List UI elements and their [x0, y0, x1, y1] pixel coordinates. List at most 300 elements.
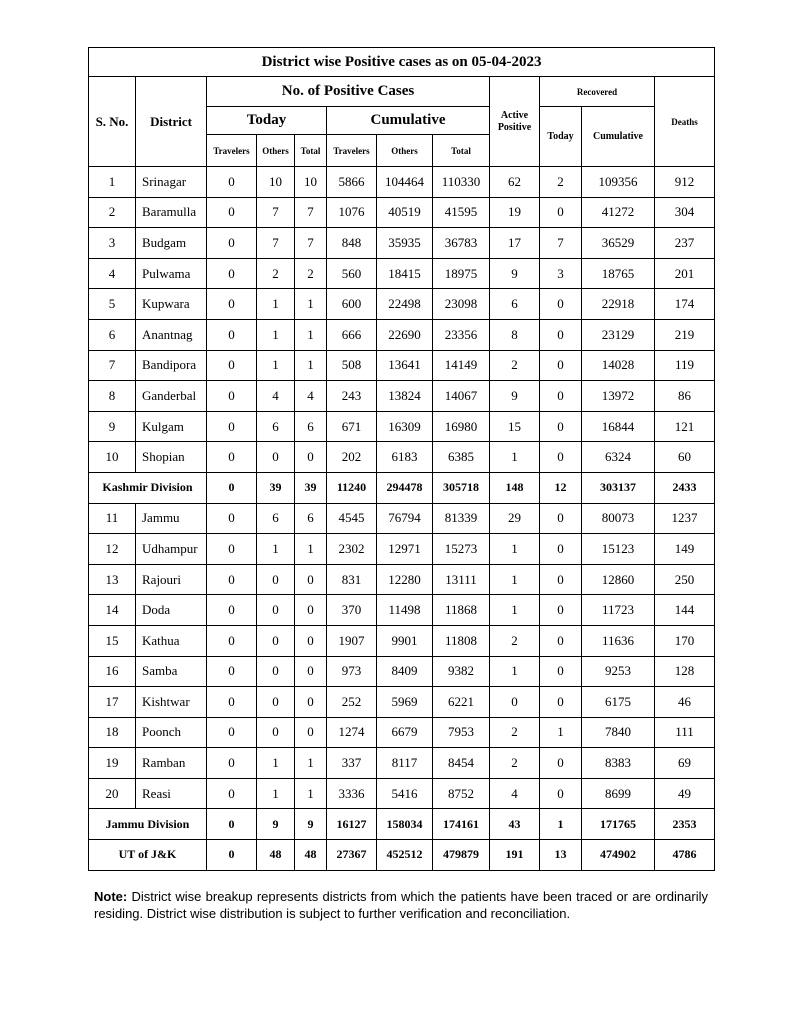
active-positive-cell: 1: [490, 595, 540, 626]
deaths-cell: 128: [655, 656, 715, 687]
recovered-cumulative-cell: 109356: [582, 167, 655, 198]
active-positive-cell: 62: [490, 167, 540, 198]
district-name: Ramban: [136, 748, 207, 779]
recovered-today-cell: 0: [540, 748, 582, 779]
today-total-cell: 0: [295, 656, 327, 687]
recovered-today-cell: 0: [540, 197, 582, 228]
serial-number: 13: [89, 564, 136, 595]
recovered-today-cell: 0: [540, 350, 582, 381]
note: [94, 888, 708, 922]
recovered-cumulative-cell: 16844: [582, 411, 655, 442]
recovered-cumulative-cell: 41272: [582, 197, 655, 228]
active-positive-cell: 191: [490, 840, 540, 871]
cumulative-total-cell: 23356: [433, 319, 490, 350]
district-name: Pulwama: [136, 258, 207, 289]
today-travelers-cell: 0: [207, 319, 257, 350]
cumulative-total-cell: 174161: [433, 809, 490, 840]
cumulative-total-cell: 479879: [433, 840, 490, 871]
cumulative-total-cell: 6221: [433, 687, 490, 718]
active-positive-cell: 4: [490, 778, 540, 809]
today-total-cell: 0: [295, 442, 327, 473]
recovered-cumulative-cell: 8383: [582, 748, 655, 779]
today-total-cell: 0: [295, 687, 327, 718]
recovered-cumulative-header: Cumulative: [582, 107, 655, 167]
district-name: Rajouri: [136, 564, 207, 595]
cumulative-total-cell: 14067: [433, 381, 490, 412]
serial-number: 2: [89, 197, 136, 228]
deaths-cell: 170: [655, 625, 715, 656]
cumulative-others-cell: 18415: [377, 258, 433, 289]
today-total-cell: 6: [295, 503, 327, 534]
deaths-cell: 111: [655, 717, 715, 748]
note-text: District wise breakup represents districts from which the patients have been traced or are ordinarily residing. District wise distribution is subject to further verification and reconciliation.: [94, 889, 708, 921]
recovered-today-cell: 12: [540, 472, 582, 503]
table-row: [89, 687, 715, 718]
table-row: [89, 717, 715, 748]
today-total-cell: 1: [295, 534, 327, 565]
deaths-cell: 69: [655, 748, 715, 779]
today-total-cell: 0: [295, 625, 327, 656]
serial-number: 5: [89, 289, 136, 320]
recovered-cumulative-cell: 14028: [582, 350, 655, 381]
recovered-today-cell: 0: [540, 595, 582, 626]
recovered-cumulative-cell: 13972: [582, 381, 655, 412]
table-body: [89, 167, 715, 871]
today-total-cell: 0: [295, 564, 327, 595]
today-travelers-cell: 0: [207, 717, 257, 748]
today-total-cell: 1: [295, 350, 327, 381]
cumulative-others-cell: 6679: [377, 717, 433, 748]
serial-number: 19: [89, 748, 136, 779]
table-row: [89, 350, 715, 381]
cumulative-total-cell: 11808: [433, 625, 490, 656]
cumulative-others-cell: 9901: [377, 625, 433, 656]
cumulative-total-cell: 14149: [433, 350, 490, 381]
active-positive-cell: 2: [490, 748, 540, 779]
today-travelers-cell: 0: [207, 656, 257, 687]
recovered-today-cell: 0: [540, 381, 582, 412]
district-name: Kupwara: [136, 289, 207, 320]
recovered-today-cell: 0: [540, 778, 582, 809]
district-name: Srinagar: [136, 167, 207, 198]
active-positive-cell: 1: [490, 442, 540, 473]
deaths-cell: 1237: [655, 503, 715, 534]
today-total-cell: 7: [295, 197, 327, 228]
district-header: District: [136, 77, 207, 167]
today-travelers-header: Travelers: [207, 135, 257, 167]
cumulative-travelers-cell: 560: [327, 258, 377, 289]
recovered-cumulative-cell: 7840: [582, 717, 655, 748]
cumulative-total-header: Total: [433, 135, 490, 167]
cumulative-travelers-cell: 202: [327, 442, 377, 473]
today-total-cell: 1: [295, 748, 327, 779]
today-total-cell: 6: [295, 411, 327, 442]
today-others-cell: 1: [257, 319, 295, 350]
active-positive-cell: 15: [490, 411, 540, 442]
today-header: Today: [207, 107, 327, 135]
deaths-cell: 237: [655, 228, 715, 259]
today-total-cell: 2: [295, 258, 327, 289]
table-row: [89, 656, 715, 687]
cumulative-others-cell: 104464: [377, 167, 433, 198]
recovered-today-cell: 0: [540, 289, 582, 320]
cumulative-travelers-cell: 973: [327, 656, 377, 687]
active-positive-cell: 19: [490, 197, 540, 228]
serial-number: 6: [89, 319, 136, 350]
today-travelers-cell: 0: [207, 748, 257, 779]
active-positive-cell: 1: [490, 534, 540, 565]
recovered-today-cell: 1: [540, 717, 582, 748]
serial-number: 15: [89, 625, 136, 656]
deaths-header: Deaths: [655, 77, 715, 167]
positive-cases-header: No. of Positive Cases: [207, 77, 490, 107]
recovered-cumulative-cell: 36529: [582, 228, 655, 259]
today-travelers-cell: 0: [207, 442, 257, 473]
table-title: District wise Positive cases as on 05-04-2023: [89, 48, 715, 77]
cumulative-others-cell: 8409: [377, 656, 433, 687]
cumulative-travelers-cell: 666: [327, 319, 377, 350]
table-row: [89, 503, 715, 534]
today-travelers-cell: 0: [207, 534, 257, 565]
today-travelers-cell: 0: [207, 167, 257, 198]
district-name: Shopian: [136, 442, 207, 473]
today-travelers-cell: 0: [207, 228, 257, 259]
active-positive-cell: 2: [490, 717, 540, 748]
active-positive-cell: 6: [490, 289, 540, 320]
today-others-cell: 6: [257, 503, 295, 534]
active-positive-cell: 0: [490, 687, 540, 718]
district-name: Doda: [136, 595, 207, 626]
recovered-cumulative-cell: 9253: [582, 656, 655, 687]
table-row: [89, 534, 715, 565]
cumulative-travelers-cell: 848: [327, 228, 377, 259]
today-others-cell: 7: [257, 228, 295, 259]
active-positive-cell: 1: [490, 656, 540, 687]
cumulative-others-cell: 158034: [377, 809, 433, 840]
deaths-cell: 149: [655, 534, 715, 565]
today-others-cell: 1: [257, 289, 295, 320]
deaths-cell: 49: [655, 778, 715, 809]
active-positive-cell: 2: [490, 625, 540, 656]
deaths-cell: 304: [655, 197, 715, 228]
today-others-cell: 1: [257, 350, 295, 381]
cumulative-total-cell: 41595: [433, 197, 490, 228]
cumulative-travelers-cell: 831: [327, 564, 377, 595]
today-others-cell: 0: [257, 595, 295, 626]
cumulative-others-cell: 294478: [377, 472, 433, 503]
cumulative-others-cell: 22690: [377, 319, 433, 350]
recovered-today-header: Today: [540, 107, 582, 167]
district-name: Jammu: [136, 503, 207, 534]
serial-number: 7: [89, 350, 136, 381]
cumulative-header: Cumulative: [327, 107, 490, 135]
active-positive-cell: 148: [490, 472, 540, 503]
today-total-cell: 10: [295, 167, 327, 198]
cumulative-total-cell: 9382: [433, 656, 490, 687]
table-row: [89, 319, 715, 350]
cumulative-travelers-cell: 11240: [327, 472, 377, 503]
cumulative-total-cell: 81339: [433, 503, 490, 534]
cumulative-others-cell: 35935: [377, 228, 433, 259]
today-travelers-cell: 0: [207, 625, 257, 656]
active-positive-cell: 29: [490, 503, 540, 534]
deaths-cell: 86: [655, 381, 715, 412]
today-travelers-cell: 0: [207, 687, 257, 718]
cumulative-travelers-cell: 600: [327, 289, 377, 320]
district-name: Kishtwar: [136, 687, 207, 718]
district-name: Poonch: [136, 717, 207, 748]
total-row: [89, 809, 715, 840]
cumulative-total-cell: 305718: [433, 472, 490, 503]
deaths-cell: 912: [655, 167, 715, 198]
cumulative-others-cell: 16309: [377, 411, 433, 442]
today-total-cell: 9: [295, 809, 327, 840]
today-others-cell: 9: [257, 809, 295, 840]
today-others-cell: 2: [257, 258, 295, 289]
total-row: [89, 840, 715, 871]
recovered-cumulative-cell: 23129: [582, 319, 655, 350]
today-travelers-cell: 0: [207, 840, 257, 871]
recovered-cumulative-cell: 11723: [582, 595, 655, 626]
cumulative-total-cell: 11868: [433, 595, 490, 626]
table-row: [89, 411, 715, 442]
cumulative-travelers-cell: 27367: [327, 840, 377, 871]
cumulative-travelers-cell: 3336: [327, 778, 377, 809]
cumulative-others-cell: 11498: [377, 595, 433, 626]
today-others-cell: 1: [257, 778, 295, 809]
table-row: [89, 289, 715, 320]
district-name: Budgam: [136, 228, 207, 259]
deaths-cell: 121: [655, 411, 715, 442]
serial-number: 18: [89, 717, 136, 748]
cumulative-others-header: Others: [377, 135, 433, 167]
today-travelers-cell: 0: [207, 411, 257, 442]
serial-number: 1: [89, 167, 136, 198]
recovered-today-cell: 2: [540, 167, 582, 198]
cumulative-total-cell: 36783: [433, 228, 490, 259]
deaths-cell: 46: [655, 687, 715, 718]
table-row: [89, 167, 715, 198]
deaths-cell: 201: [655, 258, 715, 289]
cumulative-others-cell: 452512: [377, 840, 433, 871]
district-name: Kathua: [136, 625, 207, 656]
recovered-cumulative-cell: 6175: [582, 687, 655, 718]
recovered-today-cell: 0: [540, 687, 582, 718]
today-total-cell: 0: [295, 595, 327, 626]
serial-number: 3: [89, 228, 136, 259]
cumulative-total-cell: 6385: [433, 442, 490, 473]
today-others-cell: 0: [257, 687, 295, 718]
today-total-cell: 4: [295, 381, 327, 412]
today-travelers-cell: 0: [207, 595, 257, 626]
cumulative-total-cell: 16980: [433, 411, 490, 442]
today-total-cell: 48: [295, 840, 327, 871]
table-row: [89, 625, 715, 656]
cumulative-others-cell: 5416: [377, 778, 433, 809]
cumulative-total-cell: 8752: [433, 778, 490, 809]
table-row: [89, 564, 715, 595]
division-label: UT of J&K: [89, 840, 207, 871]
today-total-cell: 1: [295, 778, 327, 809]
recovered-today-cell: 13: [540, 840, 582, 871]
recovered-cumulative-cell: 12860: [582, 564, 655, 595]
recovered-today-cell: 0: [540, 442, 582, 473]
serial-number: 14: [89, 595, 136, 626]
table-row: [89, 442, 715, 473]
today-total-cell: 1: [295, 289, 327, 320]
today-others-cell: 7: [257, 197, 295, 228]
cumulative-total-cell: 23098: [433, 289, 490, 320]
deaths-cell: 119: [655, 350, 715, 381]
today-total-cell: 1: [295, 319, 327, 350]
active-positive-cell: 9: [490, 381, 540, 412]
cumulative-travelers-cell: 1907: [327, 625, 377, 656]
recovered-header: Recovered: [540, 77, 655, 107]
serial-number: 20: [89, 778, 136, 809]
today-total-header: Total: [295, 135, 327, 167]
active-positive-cell: 1: [490, 564, 540, 595]
total-row: [89, 472, 715, 503]
today-travelers-cell: 0: [207, 350, 257, 381]
active-positive-cell: 9: [490, 258, 540, 289]
district-name: Ganderbal: [136, 381, 207, 412]
today-others-cell: 1: [257, 534, 295, 565]
today-travelers-cell: 0: [207, 258, 257, 289]
cumulative-travelers-cell: 2302: [327, 534, 377, 565]
cumulative-others-cell: 6183: [377, 442, 433, 473]
district-name: Bandipora: [136, 350, 207, 381]
cumulative-total-cell: 13111: [433, 564, 490, 595]
active-positive-header: Active Positive: [490, 77, 540, 167]
cumulative-others-cell: 13641: [377, 350, 433, 381]
recovered-today-cell: 3: [540, 258, 582, 289]
recovered-cumulative-cell: 11636: [582, 625, 655, 656]
recovered-cumulative-cell: 6324: [582, 442, 655, 473]
cumulative-travelers-cell: 16127: [327, 809, 377, 840]
today-others-cell: 10: [257, 167, 295, 198]
today-others-cell: 6: [257, 411, 295, 442]
today-travelers-cell: 0: [207, 503, 257, 534]
today-travelers-cell: 0: [207, 472, 257, 503]
division-label: Kashmir Division: [89, 472, 207, 503]
serial-number: 9: [89, 411, 136, 442]
today-others-cell: 0: [257, 442, 295, 473]
cumulative-others-cell: 5969: [377, 687, 433, 718]
today-travelers-cell: 0: [207, 809, 257, 840]
cumulative-travelers-cell: 5866: [327, 167, 377, 198]
today-total-cell: 7: [295, 228, 327, 259]
district-name: Udhampur: [136, 534, 207, 565]
serial-number: 16: [89, 656, 136, 687]
cumulative-travelers-cell: 671: [327, 411, 377, 442]
table-row: [89, 197, 715, 228]
cumulative-total-cell: 110330: [433, 167, 490, 198]
today-others-cell: 0: [257, 717, 295, 748]
cumulative-travelers-cell: 252: [327, 687, 377, 718]
serial-number: 17: [89, 687, 136, 718]
recovered-cumulative-cell: 8699: [582, 778, 655, 809]
positive-cases-table: [88, 47, 715, 871]
today-others-header: Others: [257, 135, 295, 167]
note-label: Note:: [94, 889, 128, 904]
cumulative-travelers-cell: 243: [327, 381, 377, 412]
cumulative-others-cell: 12971: [377, 534, 433, 565]
cumulative-travelers-cell: 337: [327, 748, 377, 779]
today-travelers-cell: 0: [207, 778, 257, 809]
recovered-today-cell: 0: [540, 319, 582, 350]
sno-header: S. No.: [89, 77, 136, 167]
cumulative-others-cell: 22498: [377, 289, 433, 320]
table-row: [89, 595, 715, 626]
table-row: [89, 228, 715, 259]
serial-number: 8: [89, 381, 136, 412]
today-others-cell: 39: [257, 472, 295, 503]
recovered-cumulative-cell: 18765: [582, 258, 655, 289]
recovered-today-cell: 0: [540, 625, 582, 656]
cumulative-travelers-cell: 1274: [327, 717, 377, 748]
cumulative-travelers-header: Travelers: [327, 135, 377, 167]
district-name: Baramulla: [136, 197, 207, 228]
cumulative-travelers-cell: 508: [327, 350, 377, 381]
table-row: [89, 748, 715, 779]
serial-number: 10: [89, 442, 136, 473]
cumulative-others-cell: 8117: [377, 748, 433, 779]
today-travelers-cell: 0: [207, 381, 257, 412]
today-others-cell: 1: [257, 748, 295, 779]
today-others-cell: 0: [257, 564, 295, 595]
cumulative-total-cell: 18975: [433, 258, 490, 289]
recovered-cumulative-cell: 171765: [582, 809, 655, 840]
deaths-cell: 219: [655, 319, 715, 350]
recovered-today-cell: 0: [540, 534, 582, 565]
cumulative-total-cell: 7953: [433, 717, 490, 748]
deaths-cell: 174: [655, 289, 715, 320]
cumulative-travelers-cell: 4545: [327, 503, 377, 534]
recovered-today-cell: 7: [540, 228, 582, 259]
cumulative-others-cell: 76794: [377, 503, 433, 534]
cumulative-travelers-cell: 1076: [327, 197, 377, 228]
serial-number: 4: [89, 258, 136, 289]
serial-number: 11: [89, 503, 136, 534]
cumulative-others-cell: 40519: [377, 197, 433, 228]
today-travelers-cell: 0: [207, 289, 257, 320]
active-positive-cell: 17: [490, 228, 540, 259]
district-name: Anantnag: [136, 319, 207, 350]
deaths-cell: 2353: [655, 809, 715, 840]
active-positive-cell: 2: [490, 350, 540, 381]
table-row: [89, 778, 715, 809]
recovered-cumulative-cell: 22918: [582, 289, 655, 320]
division-label: Jammu Division: [89, 809, 207, 840]
active-positive-cell: 8: [490, 319, 540, 350]
recovered-cumulative-cell: 303137: [582, 472, 655, 503]
today-total-cell: 39: [295, 472, 327, 503]
cumulative-others-cell: 12280: [377, 564, 433, 595]
recovered-today-cell: 0: [540, 503, 582, 534]
recovered-today-cell: 0: [540, 564, 582, 595]
district-name: Kulgam: [136, 411, 207, 442]
today-others-cell: 48: [257, 840, 295, 871]
today-others-cell: 0: [257, 625, 295, 656]
today-others-cell: 0: [257, 656, 295, 687]
recovered-cumulative-cell: 80073: [582, 503, 655, 534]
cumulative-others-cell: 13824: [377, 381, 433, 412]
cumulative-total-cell: 8454: [433, 748, 490, 779]
recovered-cumulative-cell: 15123: [582, 534, 655, 565]
serial-number: 12: [89, 534, 136, 565]
table-row: [89, 258, 715, 289]
deaths-cell: 144: [655, 595, 715, 626]
